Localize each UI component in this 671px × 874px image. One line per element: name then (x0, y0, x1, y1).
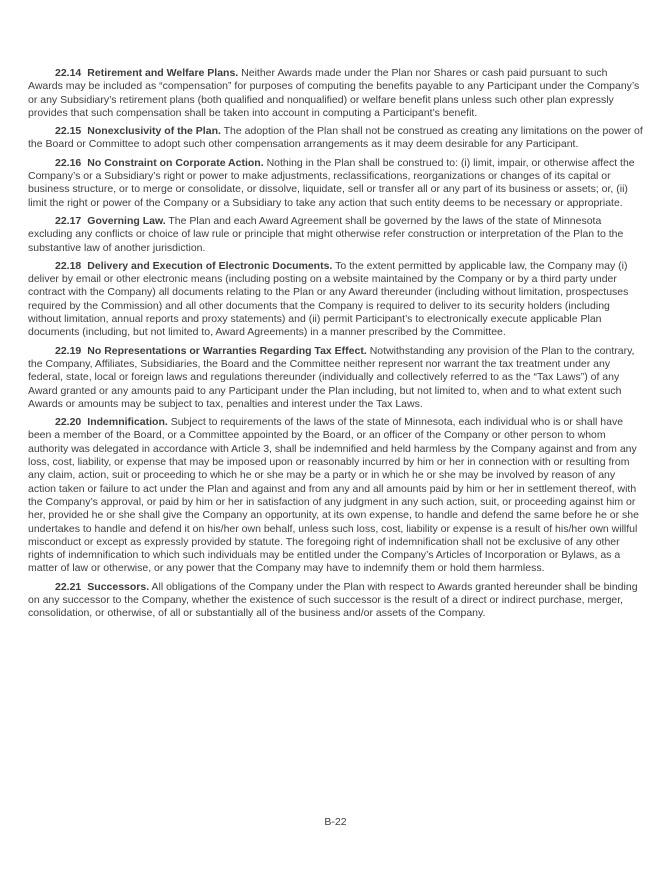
section-22-15 (28, 125, 643, 152)
section-22-14 (28, 67, 643, 120)
section-body: Nothing in the Plan shall be construed to: (i) limit, impair, or otherwise affect the Company’s or a Subsidiary’s right or power to make adjustments, reclassifications, reorganizations or changes of its capital or business structure, or to merge or consolidate, or dissolve, liquidate, sell or transfer all or any part of its business or assets; or, (ii) limit the right or power of the Company or a Subsidiary to take any action that such entity deems to be necessary or appropriate. (28, 156, 635, 209)
section-body: Subject to requirements of the laws of the state of Minnesota, each individual who is or shall have been a member of the Board, or a Committee appointed by the Board, or an officer of the Company or other person to whom authority was delegated in accordance with Article 3, shall be indemnified and held harmless by the Company against and from any loss, cost, liability, or expense that may be imposed upon or reasonably incurred by him or her in connection with or resulting from any claim, action, suit or proceeding to which he or she may be a party or in which he or she may be involved by reason of any action taken or failure to act under the Plan and against and from any and all amounts paid by him or her in settlement thereof, with the Company’s approval, or paid by him or her in satisfaction of any judgment in any such action, suit, or proceeding against him or her, provided he or she shall give the Company an opportunity, at its own expense, to handle and defend the same before he or she undertakes to handle and defend it on his/her own behalf, unless such loss, cost, liability or expense is a result of his/her own willful misconduct or except as expressly provided by statute. The foregoing right of indemnification shall not be exclusive of any other rights of indemnification to which such individuals may be entitled under the Company’s Articles of Incorporation or Bylaws, as a matter of law or otherwise, or any power that the Company may have to indemnify them or hold them harmless. (28, 416, 639, 575)
section-number: 22.19 (55, 344, 82, 357)
section-title: Governing Law. (87, 214, 166, 227)
section-number: 22.17 (55, 214, 82, 227)
section-number: 22.21 (55, 580, 82, 593)
section-body: To the extent permitted by applicable law, the Company may (i) deliver by email or other electronic means (including posting on a website maintained by the Company or by a third party under contract with the Company) all documents relating to the Plan or any Award thereunder (including without limitation, prospectuses required by the Commission) and all other documents that the Company is required to deliver to its security holders (including without limitation, annual reports and proxy statements) and (ii) permit Participant’s to electronically execute applicable Plan documents (including, but not limited to, Award Agreements) in a manner prescribed by the Committee. (28, 259, 629, 339)
section-22-18 (28, 260, 643, 340)
section-number: 22.20 (55, 416, 82, 429)
section-body: The adoption of the Plan shall not be construed as creating any limitations on the power of the Board or Committee to adopt such other compensation arrangements as it may deem desirable for any Participant. (28, 125, 643, 151)
section-number: 22.15 (55, 125, 82, 138)
section-body: Neither Awards made under the Plan nor Shares or cash paid pursuant to such Awards may be included as “compensation” for purposes of computing the benefits payable to any Participant under the Company’s or any Subsidiary’s retirement plans (both qualified and nonqualified) or welfare benefit plans unless such other plan expressly provides that such compensation shall be taken into account in computing a Participant’s benefit. (28, 67, 640, 119)
section-body: All obligations of the Company under the Plan with respect to Awards granted hereunder shall be binding on any successor to the Company, whether the existence of such successor is the result of a direct or indirect purchase, merger, consolidation, or otherwise, of all or substantially all of the business and/or assets of the Company. (28, 580, 638, 620)
section-22-20 (28, 416, 643, 576)
section-title: No Representations or Warranties Regarding Tax Effect. (87, 344, 367, 357)
section-title: Retirement and Welfare Plans. (87, 67, 239, 79)
page-number: B-22 (324, 816, 347, 828)
section-title: Delivery and Execution of Electronic Documents. (87, 259, 333, 272)
section-number: 22.16 (55, 156, 82, 169)
section-22-16 (28, 157, 643, 210)
section-body: The Plan and each Award Agreement shall be governed by the laws of the state of Minnesota excluding any conflicts or choice of law rule or principle that might otherwise refer construction or interpretation of the Plan to the substantive law of another jurisdiction. (28, 214, 624, 254)
section-22-17 (28, 215, 643, 255)
section-title: Successors. (87, 580, 150, 593)
section-body: Notwithstanding any provision of the Plan to the contrary, the Company, Affiliates, Subsidiaries, the Board and the Committee neither represent nor warrant the tax treatment under any federal, state, local or foreign laws and regulations thereunder (individually and collectively referred to as the “Tax Laws”) of any Award granted or any amounts paid to any Participant under the Plan including, but not limited to, when and to what extent such Awards or amounts may be subject to tax, penalties and interest under the Tax Laws. (28, 344, 635, 410)
section-title: Nonexclusivity of the Plan. (87, 125, 221, 138)
section-title: Indemnification. (87, 416, 168, 429)
section-number: 22.14 (55, 67, 82, 79)
section-number: 22.18 (55, 259, 82, 272)
section-22-21 (28, 581, 643, 621)
section-title: No Constraint on Corporate Action. (87, 156, 264, 169)
section-22-19 (28, 345, 643, 411)
